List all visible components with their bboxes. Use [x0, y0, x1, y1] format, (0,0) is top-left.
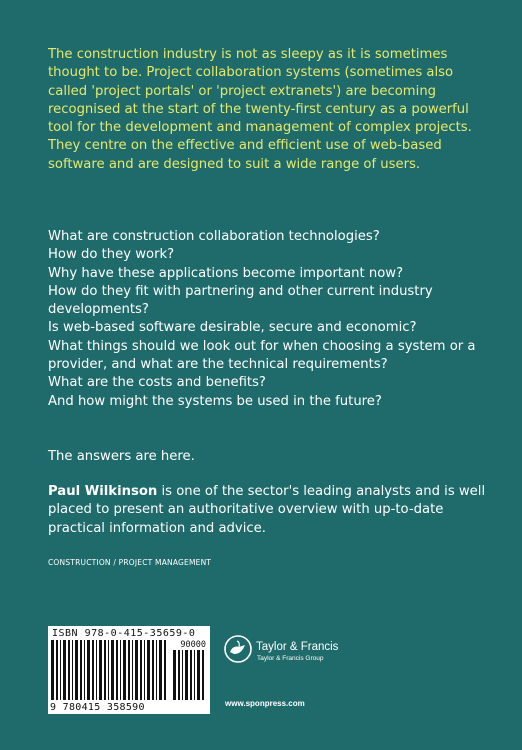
lamp-logo-icon: [224, 633, 252, 669]
isbn-label: ISBN 978-0-415-35659-0: [52, 628, 196, 639]
question-item: And how might the systems be used in the future?: [48, 393, 382, 409]
author-bio-text: is one of the sector's leading analysts and is well placed to present an authoritative overview with up-to-date practical information and advice.: [48, 484, 486, 536]
publisher-name: Taylor & Francis: [256, 641, 339, 653]
question-list: [48, 228, 488, 411]
question-item: Is web-based software desirable, secure and economic?: [48, 320, 417, 336]
price-code: 90000: [180, 640, 206, 650]
publisher-group: Taylor & Francis Group: [257, 655, 324, 662]
ean-digits: 9 780415 358590: [50, 702, 145, 713]
question-item: What are construction collaboration technologies?: [48, 229, 380, 244]
subject-category: CONSTRUCTION / PROJECT MANAGEMENT: [48, 558, 212, 567]
author-bio: [48, 483, 488, 538]
price-barcode-bars: [172, 650, 206, 700]
intro-paragraph: The construction industry is not as sleepy as it is sometimes thought to be. Project collaboration systems (sometimes also called 'project portals' or 'project extranets') are becoming recognised at the start of the twenty-first century as a powerful tool for the development and management of complex projects. They centre on the effective and efficient use of web-based software and are designed to suit a wide range of users.: [48, 47, 472, 172]
publisher-website: www.sponpress.com: [225, 699, 305, 708]
question-item: How do they fit with partnering and other current industry developments?: [48, 283, 433, 318]
question-item: Why have these applications become important now?: [48, 265, 404, 281]
author-name: Paul Wilkinson: [48, 484, 158, 499]
answers-line: The answers are here.: [48, 449, 195, 464]
isbn-barcode: [48, 626, 210, 714]
question-item: How do they work?: [48, 247, 175, 263]
ean-barcode-bars: [50, 640, 168, 700]
question-item: What things should we look out for when choosing a system or a provider, and what are the technical requirements?: [48, 338, 476, 373]
question-item: What are the costs and benefits?: [48, 375, 266, 391]
